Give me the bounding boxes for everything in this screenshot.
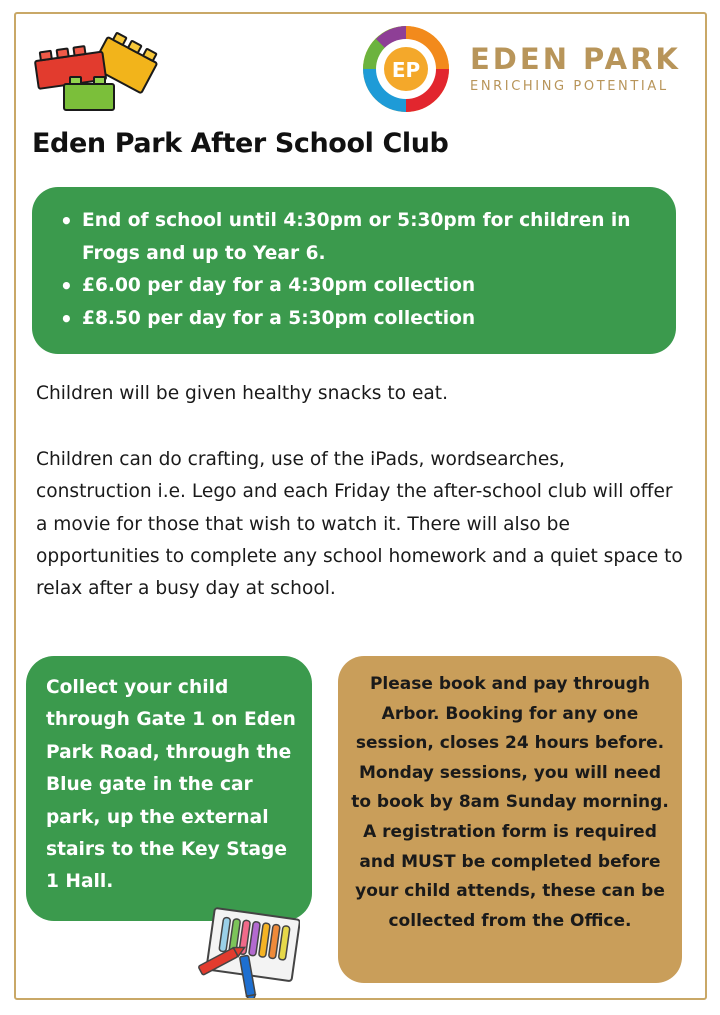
activities-paragraph: Children can do crafting, use of the iPads, wordsearches, construction i.e. Lego and each Friday the after-school club will offer a movie for those that wish to watch it. There will also be opportunities to complete any school homework and a quiet space to relax after a busy day at school.	[36, 449, 683, 600]
school-logo-icon	[362, 25, 450, 113]
logo-tagline: ENRICHING POTENTIAL	[470, 79, 669, 94]
logo-name: EDEN PARK	[470, 42, 681, 76]
school-logo	[470, 42, 700, 95]
key-info-box	[32, 187, 676, 354]
key-info-item: • £6.00 per day for a 4:30pm collection	[60, 270, 662, 303]
logo-initials: EP	[391, 58, 421, 82]
snacks-paragraph: Children will be given healthy snacks to eat.	[36, 383, 448, 404]
lego-bricks-icon	[32, 26, 162, 116]
crayons-icon	[196, 906, 300, 998]
collection-box	[26, 656, 312, 921]
key-info-item: • End of school until 4:30pm or 5:30pm for children in Frogs and up to Year 6.	[60, 205, 662, 270]
key-info-item: • £8.50 per day for a 5:30pm collection	[60, 303, 662, 336]
booking-text: Please book and pay through Arbor. Booking for any one session, closes 24 hours before. Monday sessions, you will need to book by 8am Sunday morning. A registration form is required and MUST be completed before your child attends, these can be collected from the Office.	[351, 674, 669, 931]
collection-text: Collect your child through Gate 1 on Eden Park Road, through the Blue gate in the car park, up the external stairs to the Key Stage 1 Hall.	[46, 677, 296, 893]
booking-box	[338, 656, 682, 983]
key-info-list	[60, 205, 662, 335]
page-title: Eden Park After School Club	[32, 128, 449, 159]
